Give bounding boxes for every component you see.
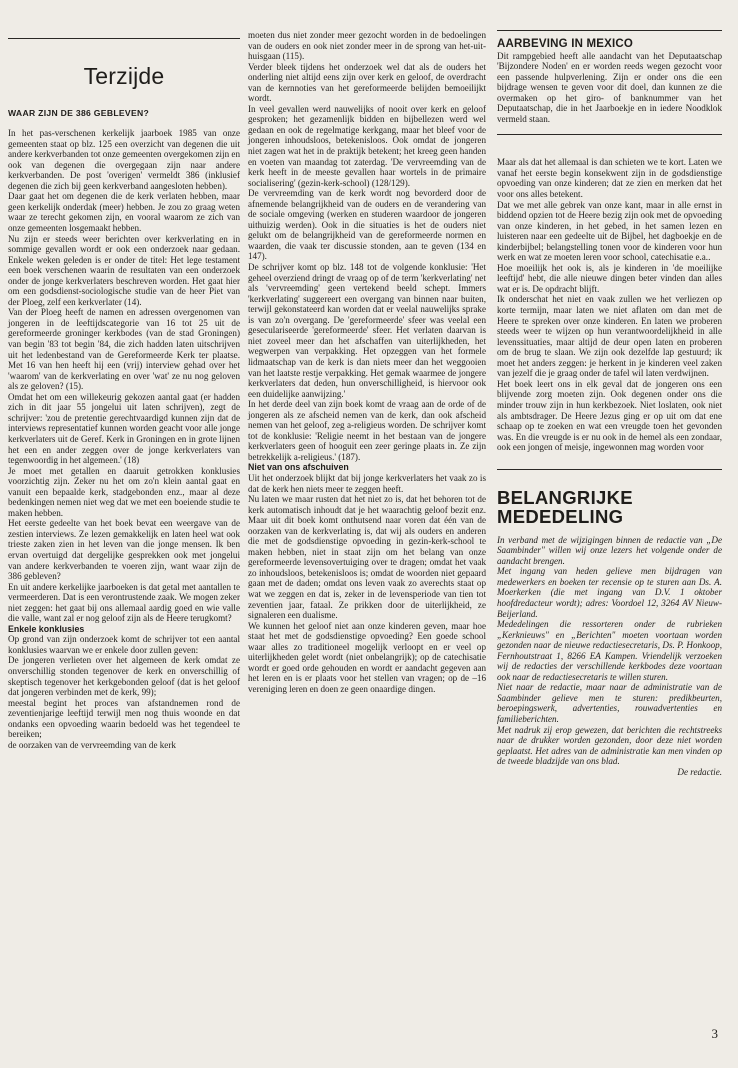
paragraph: En uit andere kerkelijke jaarboeken is dat getal met aantallen te vermeerderen. Dat is een verontrustende zaak. We mogen zeker niet zeggen: het gaat bij ons allemaal aardig goed en wie valle die valle, want zal er nog geloof zijn als de Heere terugkomt? — [8, 581, 240, 624]
notice-top-rule — [497, 469, 722, 470]
top-rule — [8, 38, 240, 39]
column-3 — [497, 30, 722, 777]
paragraph: De vervreemding van de kerk wordt nog bevorderd door de afnemende belangrijkheid van de ouders en de verandering van de sociale omgeving (werken en studeren waardoor de jongeren uithuizig werden). Ook in die situaties is het de ouders niet gelukt om de belangrijkheid van de gereformeerde normen en waarden, die vaak ter discussie stonden, aan te geven (134 en 147). — [248, 188, 486, 262]
paragraph: We kunnen het geloof niet aan onze kinderen geven, maar hoe staat het met de godsdienstige opvoeding? Een goede school waar alles zo traditioneel mogelijk verloopt en er veel op uiterlijkheden gelet wordt (niet onbelangrijk); op de catechisatie wordt er goed orde gehouden en wordt er aandacht gegeven aan het leren en is er plaats voor het stellen van vragen; op de –16 vereniging leren en doen ze geen onaardige dingen. — [248, 620, 486, 694]
box-top-rule — [497, 30, 722, 31]
paragraph: In het pas-verschenen kerkelijk jaarboek 1985 van onze gemeenten staat op blz. 125 een overzicht van degenen die uit andere kerkverbanden tot onze gemeenten overgekomen zijn en ook van degenen die overgegaan zijn naar andere kerkverbanden. De post 'overigen' vermeldt 386 (inklusief degenen die zich bij geen kerkverband aangesloten hebben). — [8, 128, 240, 191]
column-2 — [248, 30, 486, 694]
column-1 — [8, 38, 240, 750]
paragraph: moeten dus niet zonder meer gezocht worden in de bedoelingen van de ouders en ook niet zonder meer in de sprong van het-uit-huisgaan (115). — [248, 30, 486, 62]
paragraph: Verder bleek tijdens het onderzoek wel dat als de ouders het onderling niet altijd eens zijn over kerk en geloof, de overdracht van de kernnoties van het gereformeerde belijden bemoeilijkt wordt. — [248, 61, 486, 104]
notice-signature: De redactie. — [677, 766, 722, 777]
paragraph: Het boek leert ons in elk geval dat de jongeren ons een blijvende zorg moeten zijn. Ook degenen onder ons die minder trouw zijn in hun kerkbezoek. Niet loslaten, ook niet als ambtsdrager. De Heere Jezus ging er op uit om dat ene schaap op te zoeken en wat een vreugde toen het gevonden was. En die vreugde is er nu ook in de hemel als een zondaar, ook een jongen of meisje, ingewonnen mag worden voor — [497, 378, 722, 453]
paragraph: Nu laten we maar rusten dat het niet zo is, dat het behoren tot de kerk automatisch inhoudt dat je het waarachtig geloof bezit enz. Maar uit dit boek komt onthutsend naar voren dat één van de oorzaken van de kerkverlating is, dat wij als ouders en anderen die met de godsdienstige opvoeding in gezin-kerk-school te maken hebben, niet in staat zijn om het belang van onze gereformeerde levensovertuiging over te dragen; omdat het vaak zo inhoudsloos, betekenisloos is; omdat de woorden niet gepaard gaan met de daden; omdat ons leven vaak zo averechts staat op wat we zeggen en dat is, zeker in de levensperiode van tien tot zeventien jaar, fataal. Ze prikken door de uiterlijkheid, ze signaleren een dualisme. — [248, 494, 486, 621]
paragraph: Nu zijn er steeds weer berichten over kerkverlating en in sommige gevallen wordt er ook een onderzoek naar gedaan. Enkele weken geleden is er onder de titel: Het lege testament een boek verschenen waarin de resultaten van een onderzoek onder de jonge kerkverlaters beschreven worden. Het gaat hier om een godsdienst-sociologische studie van de heer Piet van der Ploeg, zelf een kerkverlater (14). — [8, 233, 240, 307]
column-title: Terzijde — [83, 63, 165, 89]
notice-heading — [497, 488, 722, 526]
section-heading: WAAR ZIJN DE 386 GEBLEVEN? — [8, 107, 150, 118]
subheading: Niet van ons afschuiven — [248, 462, 349, 473]
paragraph: Dat we met alle gebrek van onze kant, maar in alle ernst in biddend opzien tot de Heere bezig zijn ook met de opvoeding van onze kinderen, in het gebed, in het samen lezen en luisteren naar een gedeelte uit de Bijbel, het dagboekje en de kinderbijbel; belangstelling tonen voor de kinderen voor hun werk en wat ze moeten leren voor school, catechisatie e.a.. — [497, 199, 722, 263]
subheading: Enkele konklusies — [8, 623, 85, 634]
paragraph: Omdat het om een willekeurig gekozen aantal gaat (er hadden zich in dit jaar 55 jongelui uit laten schrijven), zegt de schrijver: 'zou de pretentie gerechtvaardigd kunnen zijn dat de interviews representatief kunnen worden geacht voor alle jonge kerkverlaters uit de Geref. Kerk in Groningen en in grote lijnen het een en ander zeggen over de jonge kerkverlaters van tegenwoordig in het algemeen.' (18) — [8, 391, 240, 466]
paragraph: Maar als dat het allemaal is dan schieten we te kort. Laten we vanaf het eerste begin konsekwent zijn in de godsdienstige opvoeding van onze kinderen; dat ze zien en merken dat het voor ons alles betekent. — [497, 157, 722, 200]
paragraph: Het eerste gedeelte van het boek bevat een weergave van de zestien interviews. Ze lezen gemakkelijk en laten heel wat ook trieste zaken zien in het leven van die jonge mensen. Ik ben ervan overtuigd dat dergelijke gesprekken ook met jongelui van andere kerkverbanden te voeren zijn, want waar zijn de 386 gebleven? — [8, 518, 240, 582]
notice-paragraph: Met ingang van heden gelieve men bijdragen van medewerkers en boeken ter recensie op te sturen aan Ds. A. Moerkerken (die met ingang van D.V. 1 oktober hoofdredacteur wordt); adres: Voordoel 12, 3264 AV Nieuw-Beijerland. — [497, 566, 722, 619]
paragraph: Ik onderschat het niet en vaak zullen we het verliezen op korte termijn, maar laten we niet aflaten om dan met de Heere te spreken over onze kinderen. En laten we proberen steeds weer te wijzen op hun verantwoordelijkheid in alle levenssituaties, maar altijd de deur open laten en proberen om de brug te slaan. We zijn ook dezelfde lap gestuurd; ik moet het anders zeggen: je herkent in je kinderen veel zaken van jezelf die je graag onder de tafel wil laten verdwijnen. — [497, 294, 722, 379]
paragraph: Uit het onderzoek blijkt dat bij jonge kerkverlaters het vaak zo is dat de kerk hen niets meer te zeggen heeft. — [248, 472, 486, 494]
paragraph: Je moet met getallen en daaruit getrokken konklusies voorzichtig zijn. Zeker nu het om zo'n klein aantal gaat en vanuit een bepaalde kerk, stadgebonden enz., maar al deze bedenkingen nemen niet weg dat we met een boeiende studie te maken hebben. — [8, 465, 240, 518]
mexico-text: Dit rampgebied heeft alle aandacht van het Deputaatschap 'Bijzondere Noden' en er worden reeds wegen gezocht voor een passende hulpverlening. Zijn er onder ons die een bijdrage wensen te geven voor dit doel, dan kunnen ze die overmaken op het giro- of banknummer van het Deputaatschap, die in het Jaarboekje en in iedere Noodklok vermeld staan. — [497, 50, 722, 124]
paragraph: In het derde deel van zijn boek komt de vraag aan de orde of de jongeren als ze afscheid nemen van de kerk, dan ook afscheid nemen van het geloof, zeg a-religieus worden. De schrijver komt tot de konklusie: 'Religie neemt in het bestaan van de jongere kerkverlaters geen of hooguit een zeer geringe plaats in. Ze zijn betrekkelijk a-religieus.' (187). — [248, 399, 486, 462]
paragraph: Daar gaat het om degenen die de kerk verlaten hebben, maar geen kerkelijk onderdak (meer) hebben. Je zou zo graag weten waar ze terecht gekomen zijn, en vooral waarom ze zich van onze gemeenten losgemaakt hebben. — [8, 191, 240, 234]
mexico-box — [497, 30, 722, 135]
paragraph: In veel gevallen werd nauwelijks of nooit over kerk en geloof gesproken; het gezamenlijk bidden en bijbellezen werd wel gedaan en ook de regelmatige kerkgang, maar het bleef voor de jongeren inhoudsloos, betekenisloos. Ook omdat de jongeren niet zagen wat het in de praktijk betekent; het kreeg geen handen en voeten van maandag tot zaterdag. 'De vervreemding van de kerk heeft in de meeste gevallen haar wortels in de primaire socialisering' (gezin-kerk-school) (128/129). — [248, 103, 486, 188]
notice-heading-line: BELANGRIJKE — [497, 486, 633, 508]
paragraph: de oorzaken van de vervreemding van de kerk — [8, 739, 176, 750]
paragraph: meestal begint het proces van afstandnemen rond de zeventienjarige leeftijd terwijl men nog thuis woonde en dat ondanks een opvoeding waarin bedoeld was het tegendeel te bereiken; — [8, 697, 240, 740]
notice-paragraph: Mededelingen die ressorteren onder de rubrieken „Kerknieuws" en „Berichten" moeten voortaan worden gezonden naar de nieuwe redactiesecretaris, Ds. P. Honkoop, Fernhoutstraat 1, 8266 EA Kampen. Vriendelijk verzoeken wij de redacties der verschillende kerkbodes deze voortaan ook naar de redactiesecretaris te willen sturen. — [497, 619, 722, 682]
paragraph: De jongeren verlieten over het algemeen de kerk omdat ze onverschillig stonden tegenover de kerk en onverschillig of skeptisch tegenover het kerkgebonden geloof (dat is het geloof dat jongeren verbinden met de kerk, 99); — [8, 655, 240, 698]
notice-heading-line: MEDEDELING — [497, 505, 624, 527]
notice-paragraph: In verband met de wijzigingen binnen de redactie van „De Saambinder" willen wij onze lezers het volgende onder de aandacht brengen. — [497, 534, 722, 566]
mexico-heading: AARBEVING IN MEXICO — [497, 38, 634, 50]
paragraph: De schrijver komt op blz. 148 tot de volgende konklusie: 'Het geheel overziend dringt de vraag op of de term 'kerkverlating' net als 'vervreemding' geen vertekend beeld schept. Immers 'kerkverlating' suggereert een overgang van binnen naar buiten, terwijl gekonstateerd kan worden dat er veelal nauwelijks sprake is van zo'n overgang. De 'gereformeerde' sfeer was veelal een geseculariseerde 'gereformeerde' sfeer. Het verlaten daarvan is niet zoveel meer dan het afschaffen van uiterlijkheden, het wegwerpen van verpakking. Het opzeggen van het formele lidmaatschap van de kerk is dan niets meer dan het weggooien van het laatste restje verpakking. Het gemak waarmee de jongere kerkverlaters dat deden, hun onverschilligheid, is hiervoor ook een duidelijke aanwijzing.' — [248, 262, 486, 399]
paragraph: Op grond van zijn onderzoek komt de schrijver tot een aantal konklusies waarvan we er enkele door zullen geven: — [8, 634, 240, 655]
notice-paragraph: Niet naar de redactie, maar naar de administratie van de Saambinder gelieve men te sturen: predikbeurten, beroepingswerk, advertenties, rouwadvertenties en familieberichten. — [497, 682, 722, 724]
paragraph: Hoe moeilijk het ook is, als je kinderen in 'de moeilijke leeftijd' hebt, die alle nieuwe dingen beter vinden dan alles wat er is. De opdracht blijft. — [497, 262, 722, 294]
page-number: 3 — [711, 1026, 718, 1041]
paragraph: Van der Ploeg heeft de namen en adressen overgenomen van jongeren in de leeftijdscategorie van 16 tot 25 uit de gereformeerde groninger kerkbodes (van de stad Groningen) van begin '83 tot begin '84, die zich hadden laten uitschrijven uit het ledenbestand van de Gereformeerde Kerk ter plaatse. Met 16 van hen heeft hij een (vrij) interview gehad over het 'waarom' van de kerkverlating en over 'wat' ze nu nog geloven als ze geloven? (15). — [8, 307, 240, 392]
notice-paragraph: Met nadruk zij erop gewezen, dat berichten die rechtstreeks naar de drukker worden gezonden, door deze niet worden geplaatst. Het adres van de administratie kan men vinden op de tweede bladzijde van ons blad. — [497, 724, 722, 767]
